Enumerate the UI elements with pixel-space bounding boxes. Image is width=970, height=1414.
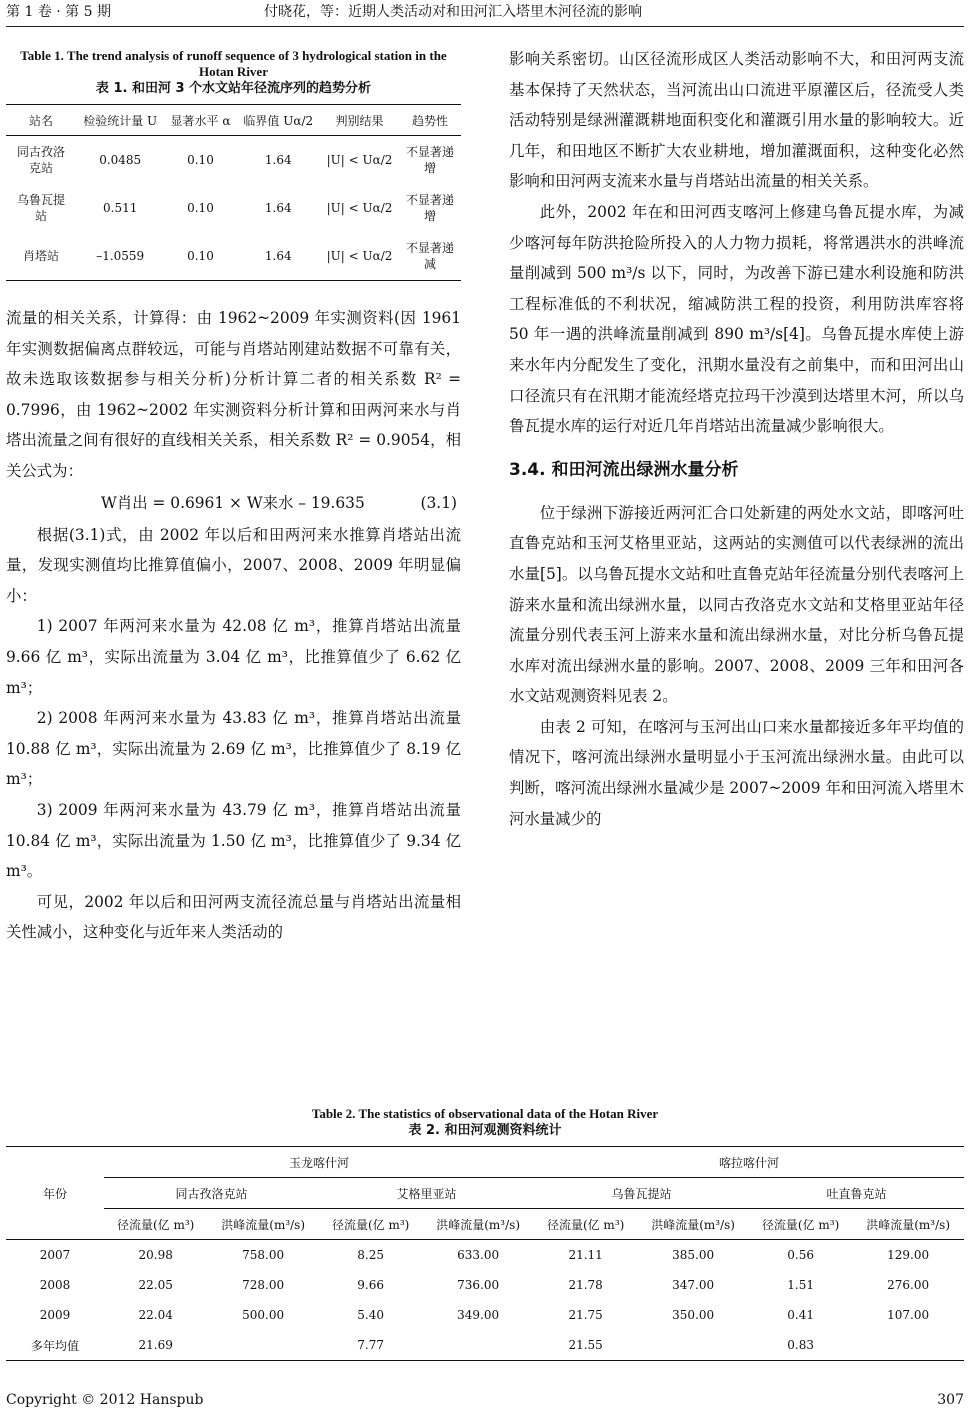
table1-cell: 1.64 [264,153,292,167]
journal-issue: 第 1 卷 · 第 5 期 [6,4,111,20]
table1-cell: 肖塔站 [6,232,76,281]
table2-river-header: 玉龙喀什河 [104,1147,534,1178]
table1-cell: 0.511 [103,201,138,215]
table2-cell: 21.78 [568,1278,603,1292]
table1-cell: |U| < Uα/2 [326,153,393,167]
table2-cell: 0.83 [749,1330,852,1361]
table1-header-row [6,105,461,136]
table1-cell: 0.0485 [99,153,142,167]
table2-cell: 0.56 [787,1248,814,1262]
table2-caption-zh: 表 2. 和田河观测资料统计 [408,1123,562,1138]
table2-station-header: 乌鲁瓦提站 [534,1178,749,1209]
table1-cell: 0.10 [187,153,214,167]
table2-cell [207,1330,319,1361]
table2-col-header: 径流量(亿 m³) [104,1209,207,1240]
table2-year-header: 年份 [6,1147,104,1240]
table2-cell: 349.00 [457,1308,500,1322]
table2-cell: 8.25 [357,1248,384,1262]
table2-cell: 22.04 [138,1308,173,1322]
table2-col-header: 径流量(亿 m³) [749,1209,852,1240]
table2-col-header: 洪峰流量(m³/s) [852,1209,964,1240]
table1-cell: 不显著递减 [399,232,461,281]
table2-cell: 21.55 [534,1330,637,1361]
table-row [6,1240,964,1271]
table2-cell: 22.05 [138,1278,173,1292]
table1-cell: |U| < Uα/2 [326,201,393,215]
paragraph: 流量的相关关系，计算得：由 1962~2009 年实测资料(因 1961 年实测数据偏离点群较远，可能与肖塔站刚建站数据不可靠有关，故未选取该数据参与相关分析)分析计算二者的相关系数 R² = 0.7996，由 1962~2002 年实测资料分析计算和田两河来水与肖塔出流量之间有很好的直线相关关系，相关系数 R² = 0.9054，相关公式为： [6,309,461,480]
table2-cell: 129.00 [887,1248,930,1262]
table1-cell: 1.64 [264,201,292,215]
table2-cell: 500.00 [242,1308,285,1322]
table2-cell: 758.00 [242,1248,285,1262]
table2-cell [422,1330,534,1361]
page-footer [6,1392,964,1408]
table2-cell: 0.41 [787,1308,814,1322]
table-row [6,232,461,281]
table2-cell: 20.98 [138,1248,173,1262]
table2-cell: 多年均值 [6,1330,104,1361]
table2-cell: 736.00 [457,1278,500,1292]
table2-col-header: 洪峰流量(m³/s) [422,1209,534,1240]
table1-cell: 同古孜洛克站 [16,145,65,175]
table1-caption-en: Table 1. The trend analysis of runoff sequence of 3 hydrological station in the Hotan River [20,48,447,79]
table1-header: 临界值 Uα/2 [237,105,321,136]
list-item: 1) 2007 年两河来水量为 42.08 亿 m³，推算肖塔站出流量 9.66 亿 m³，实际出流量为 3.04 亿 m³，比推算值少了 6.62 亿 m³； [6,617,461,697]
table1-header: 站名 [6,105,76,136]
table2-cell: 2008 [39,1278,71,1292]
table2-caption-en: Table 2. The statistics of observational data of the Hotan River [311,1106,659,1121]
table2-cell: 5.40 [357,1308,384,1322]
table2-col-header: 洪峰流量(m³/s) [207,1209,319,1240]
list-item: 3) 2009 年两河来水量为 43.79 亿 m³，推算肖塔站出流量 10.84 亿 m³，实际出流量为 1.50 亿 m³，比推算值少了 9.34 亿 m³。 [6,800,461,881]
table2-col-header: 洪峰流量(m³/s) [637,1209,749,1240]
table2-river-header: 喀拉喀什河 [534,1147,964,1178]
paragraph: 此外，2002 年在和田河西支喀河上修建乌鲁瓦提水库，为减少喀河每年防洪抢险所投入的人力物力损耗，将常遇洪水的洪峰流量削减到 500 m³/s 以下，同时，为改善下游已建水利设施和防洪工程标准低的不利状况，缩减防洪工程的投资，利用防洪库容将 50 年一遇的洪峰流量削减到 890 m³/s[4]。乌鲁瓦提水库使上游来水年内分配发生了变化，汛期水量没有之前集中，而和田河出山口径流只有在汛期才能流经塔克拉玛干沙漠到达塔里木河，所以乌鲁瓦提水库的运行对近几年肖塔站出流量减少影响很大。 [509,202,964,436]
table2-cell: 385.00 [672,1248,715,1262]
paragraph: 可见，2002 年以后和田河两支流径流总量与肖塔站出流量相关性减小，这种变化与近年来人类活动的 [6,892,461,942]
table1 [6,104,461,281]
table2-cell [637,1330,749,1361]
table2-cell: 2007 [39,1248,71,1262]
right-column [509,44,964,834]
table1-header: 趋势性 [399,105,461,136]
table1-cell: 不显著递增 [405,145,454,175]
table2-cell: 7.77 [319,1330,422,1361]
paragraph: 由表 2 可知，在喀河与玉河出山口来水量都接近多年平均值的情况下，喀河流出绿洲水量明显小于玉河流出绿洲水量。由此可以判断，喀河流出绿洲水量减少是 2007~2009 年和田河流入塔里木河水量减少的 [509,717,965,828]
table1-cell: 不显著递增 [405,193,454,223]
table2-col-header: 径流量(亿 m³) [534,1209,637,1240]
table1-cell: –1.0559 [76,232,164,281]
equation-number: (3.1) [420,493,457,512]
table-row [6,136,461,185]
page-header [6,0,964,27]
table2-cell [852,1330,964,1361]
table2-cell: 21.11 [568,1248,603,1262]
table2-cell: 347.00 [672,1278,715,1292]
paragraph: 位于绿洲下游接近两河汇合口处新建的两处水文站，即喀河吐直鲁克站和玉河艾格里亚站，这两站的实测值可以代表绿洲的流出水量[5]。以乌鲁瓦提水文站和吐直鲁克站年径流量分别代表喀河上游来水量和流出绿洲水量，以同古孜洛克水文站和艾格里亚站年径流量分别代表玉河上游来水量和流出绿洲水量，对比分析乌鲁瓦提水库对流出绿洲水量的影响。2007、2008、2009 三年和田河各水文站观测资料见表 2。 [509,503,964,706]
table2-cell: 9.66 [357,1278,384,1292]
table1-cell: 0.10 [164,232,236,281]
table2-block [6,1106,964,1361]
equation-expression: W肖出 = 0.6961 × W来水 – 19.635 [101,493,365,512]
table1-header: 检验统计量 U [76,105,164,136]
table2-cell: 633.00 [457,1248,500,1262]
running-title: 付晓花，等：近期人类活动对和田河汇入塔里木河径流的影响 [264,4,642,20]
table1-header: 判别结果 [320,105,399,136]
equation-3-1 [6,487,461,520]
table2-cell: 21.75 [568,1308,603,1322]
table-row [6,1300,964,1330]
table-row [6,1270,964,1300]
table2-cell: 276.00 [887,1278,930,1292]
table2-header-row [6,1209,964,1240]
left-column [6,48,461,948]
table1-cell: 乌鲁瓦提站 [16,193,65,223]
table-row [6,1330,964,1361]
paragraph: 影响关系密切。山区径流形成区人类活动影响不大，和田河两支流基本保持了天然状态，当河流出山口流进平原灌区后，径流受人类活动特别是绿洲灌溉耕地面积变化和灌溉引用水量的影响较大。近几年，和田地区不断扩大农业耕地，增加灌溉面积，这种变化必然影响和田河两支流来水量与肖塔站出流量的相关关系。 [509,50,964,191]
copyright: Copyright © 2012 Hanspub [6,1392,204,1408]
table2-header-row [6,1147,964,1178]
table2-cell: 21.69 [104,1330,207,1361]
table1-cell: |U| < Uα/2 [320,232,399,281]
table2-station-header: 艾格里亚站 [319,1178,534,1209]
table2 [6,1146,964,1361]
section-heading: 3.4. 和田河流出绿洲水量分析 [509,459,739,480]
table2-station-header: 同古孜洛克站 [104,1178,319,1209]
paragraph: 根据(3.1)式，由 2002 年以后和田两河来水推算肖塔站出流量，发现实测值均比推算值偏小，2007、2008、2009 年明显偏小： [6,525,461,605]
table2-cell: 350.00 [672,1308,715,1322]
table2-cell: 728.00 [242,1278,285,1292]
table2-station-header: 吐直鲁克站 [749,1178,964,1209]
table2-cell: 1.51 [787,1278,814,1292]
table2-cell: 107.00 [887,1308,930,1322]
table1-cell: 0.10 [187,201,214,215]
table1-header: 显著水平 α [164,105,236,136]
table2-col-header: 径流量(亿 m³) [319,1209,422,1240]
table1-caption-zh: 表 1. 和田河 3 个水文站年径流序列的趋势分析 [95,81,372,96]
list-item: 2) 2008 年两河来水量为 43.83 亿 m³，推算肖塔站出流量 10.88 亿 m³，实际出流量为 2.69 亿 m³，比推算值少了 8.19 亿 m³； [6,709,461,789]
table-row [6,184,461,232]
table2-header-row [6,1178,964,1209]
table1-cell: 1.64 [237,232,321,281]
table2-cell: 2009 [39,1308,71,1322]
page-number: 307 [937,1392,964,1408]
